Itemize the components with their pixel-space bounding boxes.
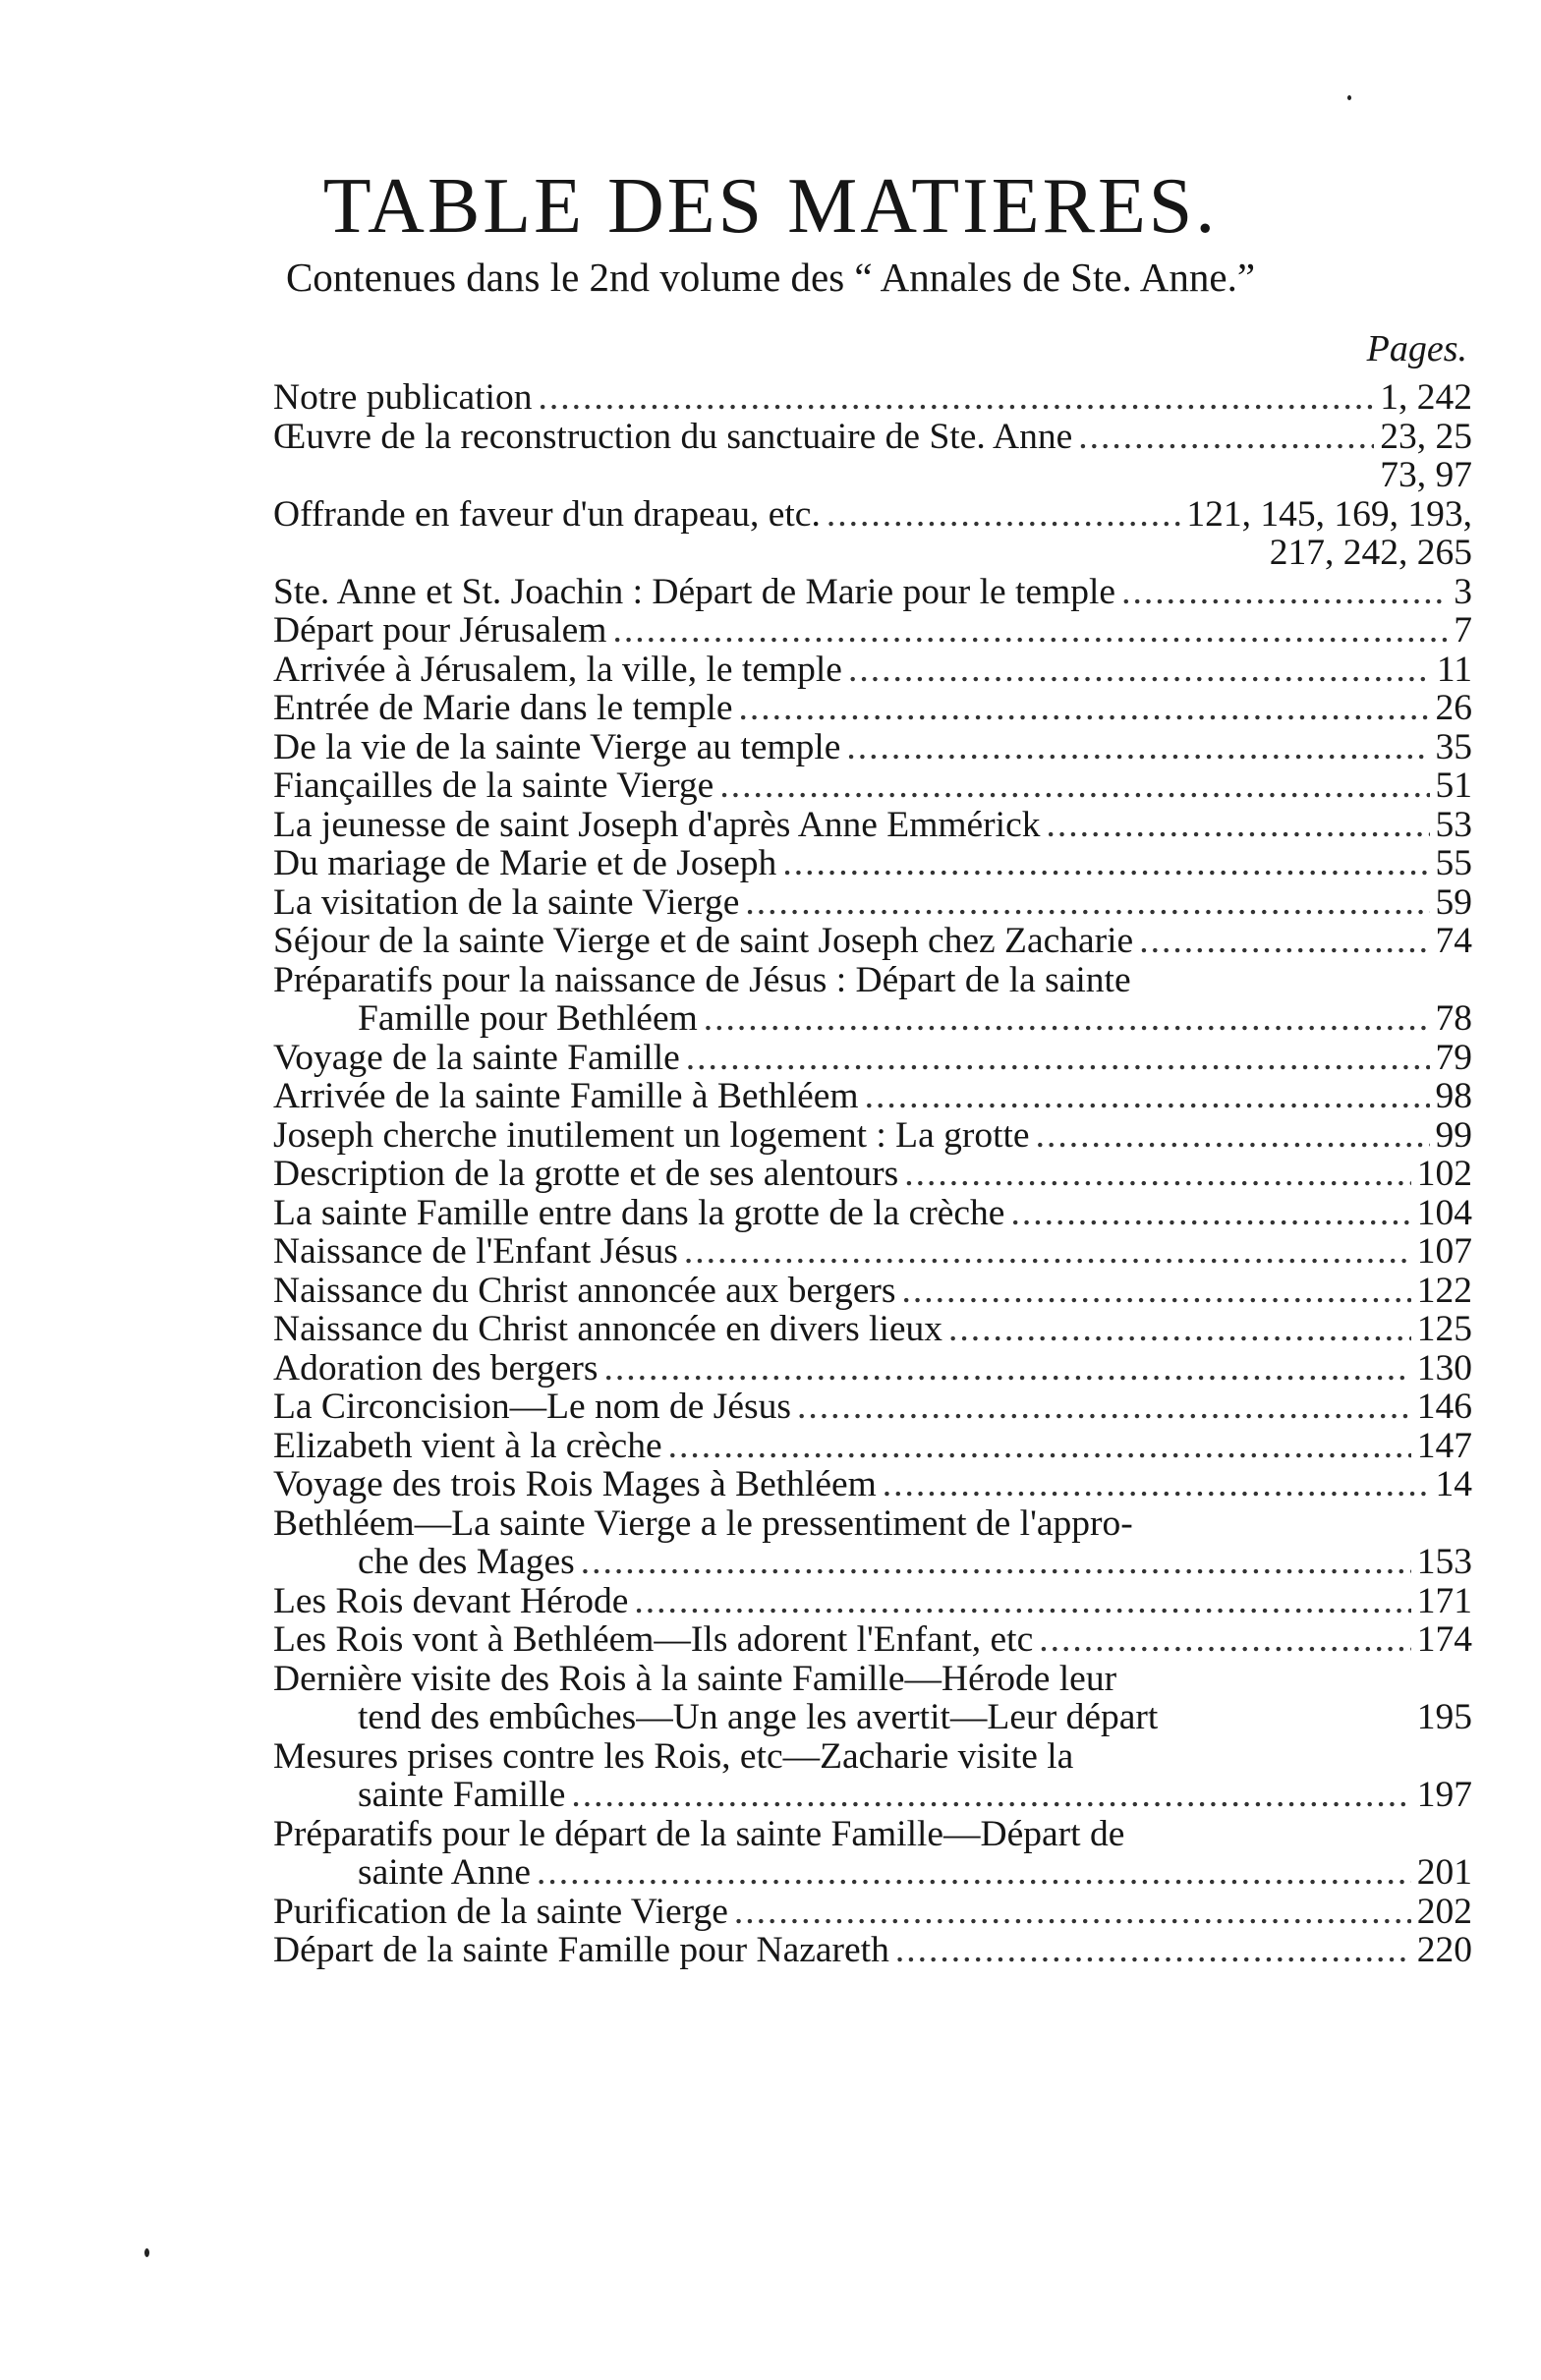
toc-entry-title: La jeunesse de saint Joseph d'après Anne Emmérick [273,805,1041,844]
toc-entry-title: De la vie de la sainte Vierge au temple [273,727,841,766]
toc-page-number: 59 [1435,882,1472,922]
toc-entry-line [273,1582,1472,1621]
toc-entry-title: Naissance du Christ annoncée aux bergers [273,1271,896,1310]
toc-entry [273,1582,1472,1621]
toc-entry [273,844,1472,883]
toc-entry-title: Entrée de Marie dans le temple [273,689,733,728]
toc-page-number: 104 [1416,1193,1472,1232]
toc-page-number: 147 [1416,1426,1472,1465]
pages-column-label: Pages. [1366,328,1467,369]
toc-entry [273,883,1472,923]
dot-leader [734,1893,1411,1932]
toc-page-number: 202 [1416,1892,1472,1931]
toc-entry [273,1232,1472,1272]
toc-entry-title: Description de la grotte et de ses alentours [273,1155,899,1194]
toc-page-number: 35 [1435,727,1472,766]
toc-entry-title: Bethléem—La sainte Vierge a le pressentiment de l'appro- [273,1503,1133,1543]
dot-leader [904,1155,1410,1194]
toc-page-number: 78 [1435,999,1472,1039]
toc-entry [273,1620,1472,1660]
toc-page-number: 171 [1416,1581,1472,1620]
toc-page-number: 174 [1416,1620,1472,1660]
toc-entry-line [273,806,1472,845]
toc-entry-title: Ste. Anne et St. Joachin : Départ de Marie pour le temple [273,572,1116,611]
dot-leader [883,1465,1430,1504]
toc-entry-title: Préparatifs pour la naissance de Jésus : Départ de la sainte [273,960,1131,999]
toc-entry [273,1931,1472,1970]
dot-leader [603,1349,1410,1388]
ink-speck [144,2248,149,2257]
dot-leader [684,1232,1411,1272]
toc-page-number: 125 [1416,1310,1472,1349]
toc-entry-line [273,1077,1472,1116]
toc-page-number: 1, 242 [1380,378,1472,418]
toc-entry-line [273,689,1472,728]
toc-entry [273,1660,1472,1737]
dot-leader [901,1272,1410,1311]
dot-leader [1139,922,1429,961]
toc-entry [273,728,1472,767]
toc-entry-title: Naissance de l'Enfant Jésus [273,1232,678,1272]
toc-entry-title: Départ pour Jérusalem [273,611,607,651]
toc-entry-line [273,1620,1472,1660]
toc-entry-line [273,766,1472,806]
toc-page-number: 102 [1416,1155,1472,1194]
toc-entry-title: Famille pour Bethléem [358,999,698,1039]
toc-page-number: 98 [1435,1077,1472,1116]
toc-entry-title: Mesures prises contre les Rois, etc—Zacharie visite la [273,1736,1074,1776]
toc-entry [273,806,1472,845]
toc-entry-title: Arrivée à Jérusalem, la ville, le temple [273,650,842,689]
toc-entry [273,651,1472,690]
toc-entry-line [273,1660,1472,1699]
toc-page-number: 74 [1435,922,1472,961]
toc-entry-title: Les Rois vont à Bethléem—Ils adorent l'Enfant, etc [273,1620,1034,1660]
toc-entry [273,1504,1472,1582]
dot-leader [1121,573,1448,612]
toc-entry-title: Départ de la sainte Famille pour Nazareth [273,1931,889,1970]
toc-entry [273,378,1472,418]
dot-leader [865,1077,1430,1116]
toc-entry [273,1310,1472,1349]
toc-entry [273,1155,1472,1194]
toc-entry [273,1039,1472,1078]
toc-entry-title: Joseph cherche inutilement un logement : La grotte [273,1115,1030,1155]
toc-entry-line [273,1039,1472,1078]
toc-page-number: 53 [1435,805,1472,844]
toc-entry-title: Adoration des bergers [273,1348,599,1388]
toc-entry-continuation [273,999,1472,1039]
toc-entry [273,1893,1472,1932]
toc-entry-line [273,883,1472,923]
toc-entry-line [273,1815,1472,1854]
toc-entry-continuation [273,1853,1472,1893]
toc-entry [273,1116,1472,1156]
toc-entry-line [273,1427,1472,1466]
toc-entry-line [273,1194,1472,1233]
toc-entry-title: Œuvre de la reconstruction du sanctuaire de Ste. Anne [273,417,1073,456]
toc-entry-line [273,1310,1472,1349]
toc-page-number: 153 [1416,1543,1472,1582]
toc-entry [273,1272,1472,1311]
toc-entry [273,922,1472,961]
dot-leader [719,766,1429,806]
toc-entry-title: Offrande en faveur d'un drapeau, etc. [273,494,821,534]
toc-entry [273,1388,1472,1427]
toc-page-number-continuation: 217, 242, 265 [1269,534,1472,573]
toc-entry-line [273,378,1472,418]
toc-page-number: 121, 145, 169, 193, [1186,494,1472,534]
dot-leader [581,1543,1411,1582]
toc-entry-title: Séjour de la sainte Vierge et de saint Joseph chez Zacharie [273,922,1134,961]
toc-entry-title: Arrivée de la sainte Famille à Bethléem [273,1077,859,1116]
dot-leader [797,1388,1411,1427]
toc-page-number: 99 [1435,1115,1472,1155]
dot-leader [634,1582,1410,1621]
dot-leader [686,1039,1430,1078]
toc-entry [273,1815,1472,1893]
dot-leader [848,651,1431,690]
toc-page-number: 55 [1435,844,1472,883]
toc-page-number: 23, 25 [1380,417,1472,456]
toc-entry [273,1427,1472,1466]
toc-entry-line [273,1232,1472,1272]
toc-entry [273,766,1472,806]
toc-entry-title: Notre publication [273,378,533,418]
toc-entry-line [273,1504,1472,1544]
dot-leader [827,495,1181,535]
toc-entry-line [273,418,1472,457]
toc-entry [273,611,1472,651]
dot-leader [948,1310,1411,1349]
toc-entry [273,961,1472,1039]
dot-leader [538,378,1374,418]
toc-page-number: 197 [1416,1776,1472,1815]
dot-leader [704,999,1430,1039]
toc-entry-continuation [273,1776,1472,1815]
toc-entry-line [273,1931,1472,1970]
toc-entry-line [273,961,1472,1000]
toc-page-number: 7 [1454,611,1472,651]
toc-entry-line [273,611,1472,651]
toc-entry-line [273,922,1472,961]
toc-entry [273,573,1472,612]
toc-entry-title: Les Rois devant Hérode [273,1581,629,1620]
dot-leader [1010,1194,1410,1233]
toc-entry-line [273,844,1472,883]
toc-entry-title: La visitation de la sainte Vierge [273,882,740,922]
toc-page-number: 201 [1416,1853,1472,1893]
toc-entry-title: Voyage des trois Rois Mages à Bethléem [273,1465,877,1504]
dot-leader [739,689,1430,728]
toc-entry-line [273,1465,1472,1504]
dot-leader [846,728,1429,767]
toc-entry-line [273,728,1472,767]
toc-entry [273,1737,1472,1815]
toc-entry-title: La Circoncision—Le nom de Jésus [273,1388,791,1427]
toc-entry-line [273,1155,1472,1194]
toc-entry-line [273,1388,1472,1427]
page-title: TABLE DES MATIERES. [322,163,1219,250]
toc-page-number: 79 [1435,1038,1472,1077]
dot-leader [1047,806,1430,845]
dot-leader [537,1853,1411,1893]
toc-entry [273,1077,1472,1116]
toc-entry-line [273,651,1472,690]
toc-page-number: 130 [1416,1348,1472,1388]
toc-page-number: 195 [1416,1698,1472,1737]
toc-entry-title: tend des embûches—Un ange les avertit—Leur départ [358,1698,1159,1737]
table-of-contents [273,378,1472,1970]
toc-page-number: 51 [1435,766,1472,806]
dot-leader [612,611,1448,651]
toc-entry-line [273,495,1472,535]
toc-entry-line [273,1893,1472,1932]
ink-speck [1347,95,1351,100]
dot-leader [668,1427,1411,1466]
toc-entry-title: Naissance du Christ annoncée en divers lieux [273,1310,943,1349]
toc-entry-title: Fiançailles de la sainte Vierge [273,766,714,806]
dot-leader [1078,418,1374,457]
toc-entry-title: Dernière visite des Rois à la sainte Famille—Hérode leur [273,1659,1117,1698]
dot-leader [1036,1116,1430,1156]
toc-page-number: 3 [1454,572,1472,611]
toc-entry [273,689,1472,728]
toc-entry-continuation [273,1698,1472,1737]
toc-page-number: 14 [1435,1465,1472,1504]
toc-page-number: 26 [1435,689,1472,728]
toc-page-number: 122 [1416,1271,1472,1310]
toc-entry-title: che des Mages [358,1543,575,1582]
toc-entry-title: sainte Anne [358,1853,532,1893]
dot-leader [1039,1620,1411,1660]
dot-leader [782,844,1429,883]
toc-entry-line [273,573,1472,612]
toc-entry-continuation [273,1543,1472,1582]
toc-entry-line [273,1116,1472,1156]
page-subtitle: Contenues dans le 2nd volume des “ Annales de Ste. Anne.” [285,255,1256,300]
toc-entry-title: Préparatifs pour le départ de la sainte Famille—Départ de [273,1814,1125,1853]
toc-entry-line [273,1737,1472,1777]
toc-entry-line [273,1272,1472,1311]
toc-page-number: 146 [1416,1388,1472,1427]
toc-entry-title: Purification de la sainte Vierge [273,1892,728,1931]
toc-entry [273,418,1472,495]
dot-leader [895,1931,1411,1970]
toc-page-number: 107 [1416,1232,1472,1272]
toc-page-number: 220 [1416,1931,1472,1970]
toc-entry-title: Voyage de la sainte Famille [273,1038,680,1077]
toc-entry-title: sainte Famille [358,1776,566,1815]
toc-entry-title: La sainte Famille entre dans la grotte de la crèche [273,1193,1005,1232]
toc-entry [273,495,1472,573]
toc-entry [273,1349,1472,1388]
toc-page-number-continuation: 73, 97 [1380,456,1472,495]
toc-entry-title: Du mariage de Marie et de Joseph [273,844,777,883]
toc-page-number: 11 [1436,650,1472,689]
toc-entry-line [273,1349,1472,1388]
toc-entry [273,1465,1472,1504]
dot-leader [745,883,1429,923]
toc-entry-title: Elizabeth vient à la crèche [273,1426,662,1465]
dot-leader [571,1776,1410,1815]
toc-entry [273,1194,1472,1233]
